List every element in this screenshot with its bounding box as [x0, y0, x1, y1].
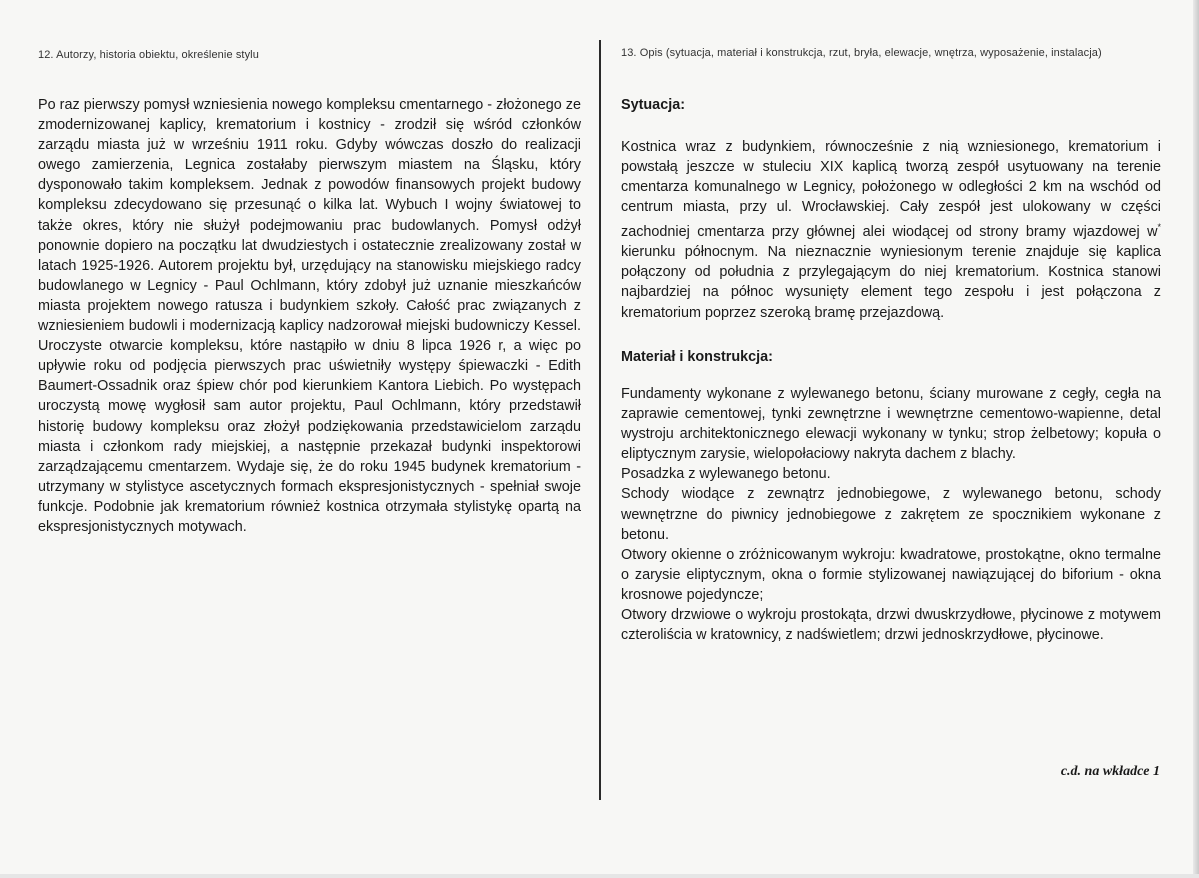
sytuacja-text-part-2: kierunku północnym. Na nieznacznie wyniesionym terenie znajduje się kaplica połączony od południa z przylegającym do niej krematorium. Kostnica stanowi najbardziej na północ wysunięty element tego zespołu i jest połączona z krematorium poprzez szeroką bramę przejazdową.: [621, 244, 1161, 321]
history-paragraph: Po raz pierwszy pomysł wzniesienia nowego kompleksu cmentarnego - złożonego ze zmodernizowanej kaplicy, krematorium i kostnicy - zrodził się wśród członków zarządu miasta już w wrześniu 1911 roku. Gdyby wówczas doszło do realizacji owego zamierzenia, Legnica zostałaby pierwszym miastem na Śląsku, który dysponowało takim kompleksem. Jednak z powodów finansowych projekt budowy kompleksu zdecydowano się przesunąć o kilka lat. Wybuch I wojny światowej to także okres, który nie służył podejmowaniu prac budowlanych. Pomysł odżył ponownie dopiero na początku lat dwudziestych i ostatecznie zrealizowany został w latach 1925-1926. Autorem projektu był, urzędujący na stanowisku miejskiego radcy budowlanego w Legnicy - Paul Ochlmann, który zdobył już uznanie mieszkańców miasta projektem nowego ratusza i budynkiem szkoły. Całość prac związanych z wzniesieniem budowli i modernizacją kaplicy nadzorował miejski budowniczy Kessel. Uroczyste otwarcie kompleksu, które nastąpiło w dniu 8 lipca 1926 r, a więc po upływie roku od podjęcia pierwszych prac uświetniły występy śpiewaczki - Edith Baumert-Ossadnik oraz śpiew chór pod kierunkiem Kantora Liebich. Po występach uroczystą mowę wygłosił sam autor projektu, Paul Ochlmann, który przedstawił historię budowy kompleksu oraz złożył podziękowania przedstawicielom zarządu miasta i członkom rady miejskiej, a następnie przekazał budynki inspektorowi zarządzającemu cmentarzem. Wydaje się, że do roku 1945 budynek krematorium - utrzymany w stylistyce ascetycznych formach ekspresjonistycznych - spełniał swoje funkcje. Podobnie jak krematorium również kostnica otrzymała stylistykę opartą na ekspresjonistycznych motywach.: [38, 97, 581, 535]
material-paragraph: Otwory drzwiowe o wykroju prostokąta, drzwi dwuskrzydłowe, płycinowe z motywem czteroliścia w kratownicy, z nadświetlem; drzwi jednoskrzydłowe, płycinowe.: [621, 607, 1161, 644]
page-bottom-edge: [0, 874, 1199, 878]
material-paragraph: Fundamenty wykonane z wylewanego betonu, ściany murowane z cegły, cegła na zaprawie cementowej, tynki zewnętrzne i wewnętrzne cementowo-wapienne, detal wystroju architektonicznego elewacji wykonany w tynku; strop żelbetowy; kopuła o eliptycznym zarysie, wielopołaciowy nakryta dachem z blachy.: [621, 386, 1161, 463]
section-13-header: 13. Opis (sytuacja, materiał i konstrukcja, rzut, bryła, elewacje, wnętrza, wyposażenie, instalacja): [621, 47, 1102, 59]
material-heading: Materiał i konstrukcja:: [621, 349, 773, 365]
section-12-header: 12. Autorzy, historia obiektu, określenie stylu: [38, 49, 259, 61]
page-edge-shadow: [1193, 0, 1199, 878]
continued-note: c.d. na wkładce 1: [1060, 764, 1160, 779]
material-paragraph: Posadzka z wylewanego betonu.: [621, 466, 831, 483]
material-section: [621, 384, 1161, 645]
footnote-asterisk: *: [1157, 222, 1161, 233]
material-paragraph: Schody wiodące z zewnątrz jednobiegowe, z wylewanego betonu, schody wewnętrzne do piwnicy jednobiegowe z zakrętem ze spocznikiem wykonane z betonu.: [621, 486, 1161, 543]
material-paragraph: Otwory okienne o zróżnicowanym wykroju: kwadratowe, prostokątne, okno termalne o zarysie eliptycznym, okna o formie stylizowanej nawiązującej do biforium - okna krosnowe pojedyncze;: [621, 546, 1161, 603]
column-divider: [599, 40, 601, 800]
sytuacja-paragraph: [621, 137, 1161, 323]
sytuacja-heading: Sytuacja:: [621, 97, 685, 113]
sytuacja-text-part-1: Kostnica wraz z budynkiem, równocześnie z nią wzniesionego, krematorium i powstałą jeszcze w stuleciu XIX kaplicą tworzą zespół usytuowany na terenie cmentarza komunalnego w Legnicy, położonego w odległości 2 km na wschód od centrum miasta, przy ul. Wrocławskiej. Cały zespół jest ulokowany w części zachodniej cmentarza przy głównej alei wiodącej od strony bramy wjazdowej w: [621, 139, 1161, 241]
